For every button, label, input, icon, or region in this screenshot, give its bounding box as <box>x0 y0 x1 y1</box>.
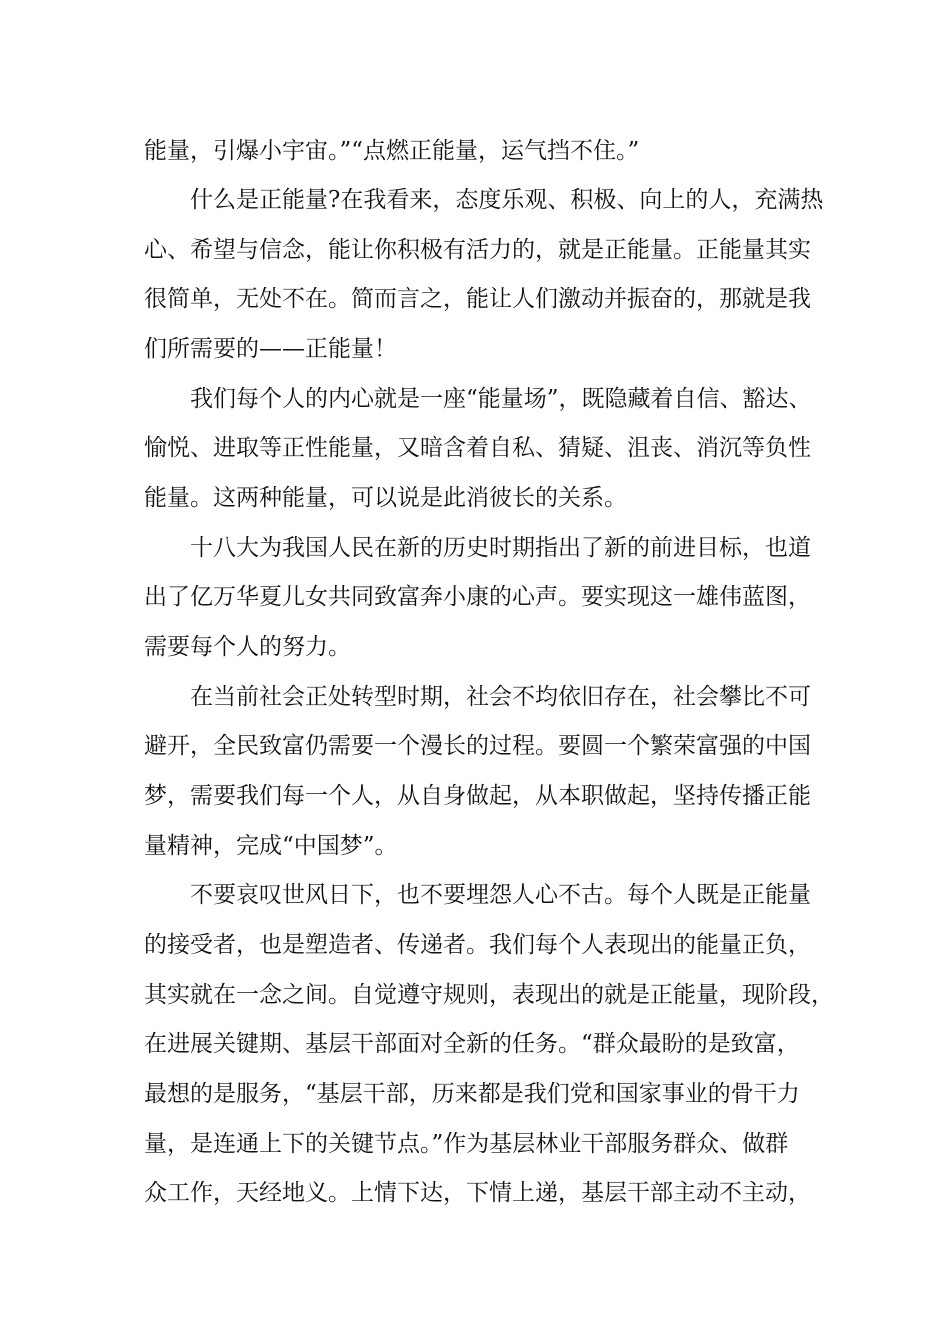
text-line: 最想的是服务，“基层干部，历来都是我们党和国家事业的骨干力 <box>144 1081 800 1107</box>
text-line: 愉悦、进取等正性能量，又暗含着自私、猜疑、沮丧、消沉等负性 <box>144 435 811 461</box>
text-line: 心、希望与信念，能让你积极有活力的，就是正能量。正能量其实 <box>144 237 811 263</box>
paragraph-start-line: 不要哀叹世风日下，也不要埋怨人心不古。每个人既是正能量 <box>190 882 811 908</box>
text-line: 众工作，天经地义。上情下达，下情上递，基层干部主动不主动， <box>144 1180 811 1206</box>
text-line: 避开，全民致富仍需要一个漫长的过程。要圆一个繁荣富强的中国 <box>144 733 811 759</box>
text-line: 量精神，完成“中国梦”。 <box>144 833 398 859</box>
text-line: 梦，需要我们每一个人，从自身做起，从本职做起，坚持传播正能 <box>144 783 811 809</box>
text-line: 其实就在一念之间。自觉遵守规则，表现出的就是正能量，现阶段， <box>144 982 834 1008</box>
text-line: 能量，引爆小宇宙。”“点燃正能量，运气挡不住。” <box>144 138 640 164</box>
text-line: 们所需要的——正能量！ <box>144 336 397 362</box>
text-line: 需要每个人的努力。 <box>144 634 351 660</box>
text-line: 的接受者，也是塑造者、传递者。我们每个人表现出的能量正负， <box>144 932 811 958</box>
text-line: 在进展关键期、基层干部面对全新的任务。“群众最盼的是致富， <box>144 1031 800 1057</box>
paragraph-start-line: 什么是正能量?在我看来，态度乐观、积极、向上的人，充满热 <box>190 187 824 213</box>
paragraph-start-line: 在当前社会正处转型时期，社会不均依旧存在，社会攀比不可 <box>190 684 811 710</box>
text-line: 量，是连通上下的关键节点。”作为基层林业干部服务群众、做群 <box>144 1131 789 1157</box>
text-line: 出了亿万华夏儿女共同致富奔小康的心声。要实现这一雄伟蓝图， <box>144 584 811 610</box>
text-line: 很简单，无处不在。简而言之，能让人们激动并振奋的，那就是我 <box>144 286 811 312</box>
paragraph-start-line: 十八大为我国人民在新的历史时期指出了新的前进目标，也道 <box>190 535 811 561</box>
paragraph-start-line: 我们每个人的内心就是一座“能量场”，既隐藏着自信、豁达、 <box>190 386 812 412</box>
text-line: 能量。这两种能量，可以说是此消彼长的关系。 <box>144 485 627 511</box>
